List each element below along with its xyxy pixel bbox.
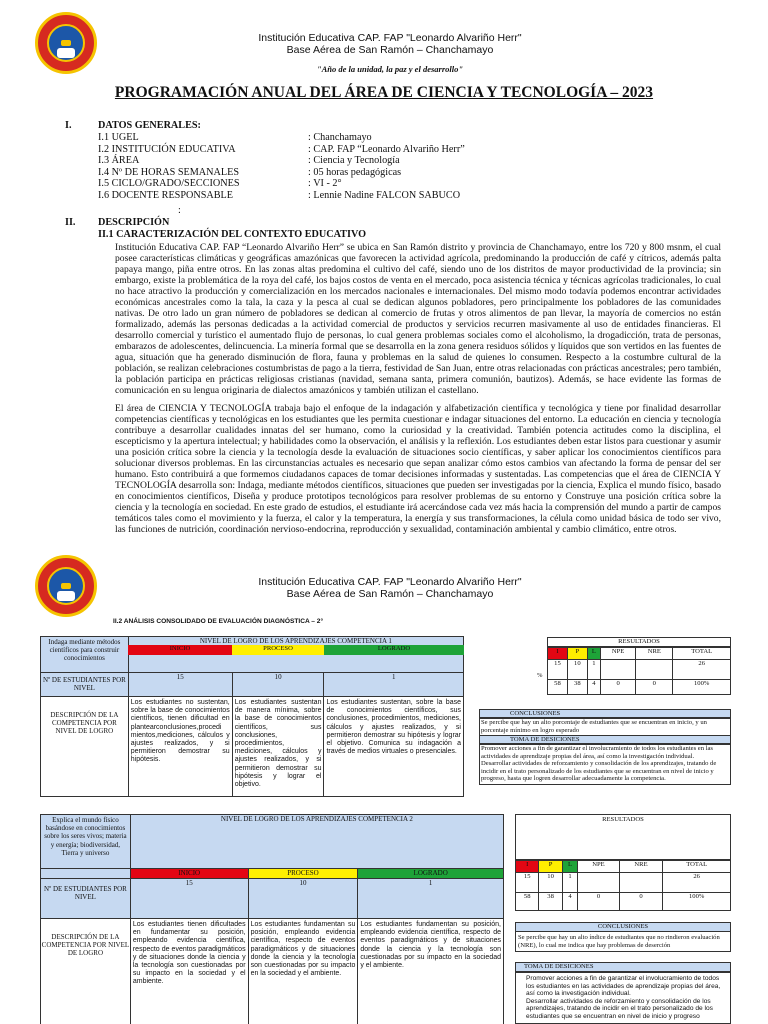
level-proceso-1: PROCESO <box>232 645 324 655</box>
percent-label: % <box>537 672 543 679</box>
conclusions-2-title: CONCLUSIONES <box>515 922 731 932</box>
count-inicio: 15 <box>128 673 232 697</box>
competency-2-table <box>40 814 504 1024</box>
section-2-title: DESCRIPCIÓN <box>98 217 170 228</box>
conclusions-1-text: Se percibe que hay un alto porcentaje de estudiantes que se encuentran en inicio, y un porcentaje mínimo en logro esperado <box>479 717 731 736</box>
col-total-2: TOTAL <box>663 861 731 873</box>
r2-total: 100% <box>673 680 731 695</box>
school-logo-icon-2 <box>35 555 97 617</box>
motto: "Año de la unidad, la paz y el desarrollo" <box>316 64 464 74</box>
r2-p-2: 38 <box>539 893 562 911</box>
level-logrado-1: LOGRADO <box>324 645 464 655</box>
desc-logrado: Los estudiantes sustentan, sobre la base de conocimientos científicos, sus conclusiones, procedimientos, mediciones, cálculos y ajustes realizados, y si permitieron demostrar su hipótesis y lograr el objetivo. Comunica su indagación a través de medios virtuales o presenciales. <box>324 697 464 797</box>
r2-npe-2: 0 <box>578 893 619 911</box>
col-npe-2: NPE <box>578 861 619 873</box>
section-1-title: DATOS GENERALES: <box>98 120 201 131</box>
conclusions-2-text: Se percibe que hay un alto índice de estudiantes que no rindieron evaluación (NRE), lo cual me indica que hay problemas de deserción <box>515 931 731 952</box>
desc-inicio: Los estudiantes no sustentan, sobre la base de conocimientos científicos, tienen dificultad en plantearconclusiones,procedi mientos,mediciones, cálculos y ajustes realizados, y si permitieron demostrar su hipótesis. <box>128 697 232 797</box>
data-key: I.2 INSTITUCIÓN EDUCATIVA <box>98 143 236 155</box>
page-title: PROGRAMACIÓN ANUAL DEL ÁREA DE CIENCIA Y TECNOLOGÍA – 2023 <box>114 84 654 101</box>
r2-npe: 0 <box>600 680 635 695</box>
competency-1-label: Indaga mediante métodos científicos para construir conocimientos <box>41 637 129 673</box>
r1-p-2: 10 <box>539 873 562 893</box>
r1-total-2: 26 <box>663 873 731 893</box>
count-proceso: 10 <box>232 673 324 697</box>
competency-2-label: Explica el mundo físico basándose en conocimientos sobre los seres vivos; materia y energía; biodiversidad, Tierra y universo <box>41 815 131 869</box>
school-location: Base Aérea de San Ramón – Chanchamayo <box>286 44 494 56</box>
data-value: : Chanchamayo <box>308 132 372 143</box>
competency-1-table <box>40 636 464 797</box>
num-students-label: Nº DE ESTUDIANTES POR NIVEL <box>41 673 129 697</box>
col-nre-2: NRE <box>619 861 663 873</box>
col-p-2: P <box>539 861 562 873</box>
competency-1-header: NIVEL DE LOGRO DE LOS APRENDIZAJES COMPETENCIA 1 <box>128 637 463 673</box>
conclusions-1-title: CONCLUSIONES <box>479 709 731 719</box>
num-students-label-2: Nº DE ESTUDIANTES POR NIVEL <box>41 879 131 919</box>
r1-npe-2 <box>578 873 619 893</box>
col-total: TOTAL <box>673 648 731 660</box>
results-2-table <box>515 860 731 911</box>
col-l-2: L <box>562 861 577 873</box>
r1-i-2: 15 <box>516 873 539 893</box>
results-1-table <box>547 647 731 695</box>
r1-nre <box>636 660 673 680</box>
data-value: : CAP. FAP “Leonardo Alvariño Herr” <box>308 143 465 155</box>
decisions-1-title: TOMA DE DESICIONES <box>479 735 731 745</box>
results-1-title: RESULTADOS <box>547 637 731 647</box>
data-value: : Lennie Nadine FALCON SABUCO <box>308 189 461 201</box>
data-value: : Ciencia y Tecnología <box>308 155 400 167</box>
context-paragraph-1: Institución Educativa CAP. FAP “Leonardo Alvariño Herr” se ubica en San Ramón distrito y provincia de Chanchamayo, entre los 720 y 800 msnm, el cual posee características climáticas y geográficas amazónicas que favorecen la actividad agrícola, predominando la producción de café y cítricos, además palta papaya mango, piña entre otros. En las zonas altas predomina el cultivo del café, siendo uno de los distritos de mayor productividad de la provincia; sin embargo, existe la problemática de la roya del café, los bajos costos de venta en el mercado, poca asistencia técnica y técnicas agrícolas tradicionales, lo cual no hace atractivo la producción y comercialización en los mercados nacionales e internacionales. Del mismo modo todavía podemos encontrar actividades económicas ancestrales como la tala, la caza y la pesca al cual se dedican algunos pobladores, pero principalmente los pobladores de las comunidades nativas. De otro lado un gran número de pobladores se dedican al comercio de frutas y otros alimentos de pan llevar, la mayoría de comercios no están formalizado, además las personas dedicadas a la actividad comercial de productos y servicios recurren masivamente al uso de entidades financieras. El desarrollo comercial y turístico el aumentado flujo de personas, lo cual genera problemas sociales como el alcoholismo, la drogadicción, trata de personas, embarazos de adolescentes, delincuencia. La minería formal que se desarrolla en la zona genera residuos sólidos y líquidos que son vertidos en las fuentes de agua, situación que ha generado disminución de flora, fauna y problemas en la salud de quienes lo consumen. Respecto a la costumbre cultural de la población, se realizan celebraciones costumbristas de pago a la tierra, festividad de San Juan, entre otras relacionadas con prácticas ancestrales; pero también, la población participa en prácticas religiosas cristianas (navidad, semana santa, primera comunión, bautizos). Además, se hace evidente las formas de comunicación en su lengua originaria de dialectos amazónicos y también utilizan el castellano. <box>115 242 721 396</box>
count-logrado: 1 <box>324 673 464 697</box>
desc-inicio-2: Los estudiantes tienen dificultades en fundamentar su posición, empleando evidencia científica, respecto de eventos paradigmáticos y de situaciones donde la ciencia y la tecnología son cuestionadas por su impacto en la sociedad y el ambiente. <box>130 919 248 1024</box>
section-2-2-title: II.2 ANÁLISIS CONSOLIDADO DE EVALUACIÓN DIAGNÓSTICA – 2° <box>113 618 324 625</box>
section-1-number: I. <box>65 120 72 131</box>
data-key: I.3 ÁREA <box>98 155 140 167</box>
results-2-title: RESULTADOS <box>515 814 731 860</box>
r2-nre-2: 0 <box>619 893 663 911</box>
col-p: P <box>567 648 587 660</box>
school-name: Institución Educativa CAP. FAP "Leonardo Alvariño Herr" <box>258 32 522 44</box>
col-nre: NRE <box>636 648 673 660</box>
section-2-number: II. <box>65 217 76 228</box>
school-name-2: Institución Educativa CAP. FAP "Leonardo Alvariño Herr" <box>258 576 522 588</box>
r2-total-2: 100% <box>663 893 731 911</box>
data-value: : VI - 2° <box>308 178 342 190</box>
general-data-list <box>98 132 658 202</box>
school-logo-icon <box>35 12 97 74</box>
data-key: I.5 CICLO/GRADO/SECCIONES <box>98 178 240 190</box>
decisions-1-text: Promover acciones a fin de garantizar el involucramiento de todos los estudiantes en las actividades de aprendizaje propias del área, así como la investigación individual. Desarrollar actividades de reforzamiento y consolidación de los aprendizajes, tratando de incidir en el trato personalizado de los estudiantes que se encuentran en nivel de inicio y progreso, hasta que logren desarrollar adecuadamente la competencia. <box>479 743 731 785</box>
r2-nre: 0 <box>636 680 673 695</box>
school-location-2: Base Aérea de San Ramón – Chanchamayo <box>286 588 494 600</box>
r1-l-2: 1 <box>562 873 577 893</box>
count-inicio-2: 15 <box>130 879 248 919</box>
r2-l: 4 <box>587 680 600 695</box>
r2-p: 38 <box>567 680 587 695</box>
competency-2-header: NIVEL DE LOGRO DE LOS APRENDIZAJES COMPETENCIA 2 <box>130 815 503 869</box>
col-l: L <box>587 648 600 660</box>
stray-colon: : <box>178 205 181 216</box>
data-key: I.1 UGEL <box>98 132 139 143</box>
r1-p: 10 <box>567 660 587 680</box>
r1-i: 15 <box>548 660 568 680</box>
decisions-2-text: Promover acciones a fin de garantizar el involucramiento de todos los estudiantes en las actividades de aprendizaje propias del área, así como la investigación individual. Desarrollar actividades de reforzamiento y consolidación de los aprendizajes, tratando de incidir en el trato personalizado de los estudiantes que se encuentran en nivel de inicio y progreso <box>515 972 731 1024</box>
competency-desc-label-2: DESCRIPCIÓN DE LA COMPETENCIA POR NIVEL DE LOGRO <box>41 919 131 1024</box>
level-inicio-1: INICIO <box>128 645 232 655</box>
desc-logrado-2: Los estudiantes fundamentan su posición, empleando evidencia científica, respecto de eventos paradigmáticos y de situaciones donde la ciencia y la tecnología son cuestionadas por su impacto en la sociedad y el ambiente. <box>358 919 504 1024</box>
r2-l-2: 4 <box>562 893 577 911</box>
col-npe: NPE <box>600 648 635 660</box>
data-value: : 05 horas pedagógicas <box>308 166 402 178</box>
data-key: I.4 Nº DE HORAS SEMANALES <box>98 166 239 178</box>
r1-npe <box>600 660 635 680</box>
count-logrado-2: 1 <box>358 879 504 919</box>
decisions-2-title: TOMA DE DESICIONES <box>515 962 731 972</box>
col-i: I <box>548 648 568 660</box>
desc-proceso-2: Los estudiantes fundamentan su posición, empleando evidencia científica, respecto de eventos paradigmáticos y de situaciones donde la ciencia y la tecnología son cuestionadas por su impacto en la sociedad y el ambiente. <box>248 919 358 1024</box>
count-proceso-2: 10 <box>248 879 358 919</box>
r1-l: 1 <box>587 660 600 680</box>
r2-i-2: 58 <box>516 893 539 911</box>
subsection-title: II.1 CARACTERIZACIÓN DEL CONTEXTO EDUCATIVO <box>98 229 367 240</box>
r2-i: 58 <box>548 680 568 695</box>
col-i-2: I <box>516 861 539 873</box>
context-paragraph-2: El área de CIENCIA Y TECNOLOGÍA trabaja bajo el enfoque de la indagación y alfabetización científica y tecnológica y tiene por finalidad desarrollar competencias científicas y tecnológicas en los estudiantes que les permita cuestionar e indagar situaciones del entorno. La educación en ciencia y tecnología contribuye a desarrollar cualidades innatas del ser humano, como la curiosidad y la creatividad. También potencia actitudes como la disciplina, el escepticismo y la apertura intelectual; y habilidades como la observación, el análisis y la reflexión. Los estudiantes deben estar listos para cuestionar y asumir una posición crítica sobre la ciencia y la tecnología desde la evaluación de situaciones socio científicas, y saber aplicar los conocimientos científicos para solucionar diversos problemas. En las circunstancias actuales es necesario que sepan analizar cómo estos cambios van afectando la forma de pensar del ser humano. Esto contribuirá a que formemos ciudadanos capaces de tomar decisiones informadas y sustentadas. Las competencias que el área de CIENCIA Y TECNOLOGÍA desarrolla son: Indaga, mediante métodos científicos, situaciones que pueden ser investigadas por la ciencia, Explica el mundo físico, basado en conocimientos científicos, Diseña y produce prototipos tecnológicos para resolver problemas de su entorno y Construye una posición crítica sobre la ciencia y la tecnología en sociedad. En este grado de estudios, el estudiante irá acercándose cada vez más hacia la comprensión del mundo a partir de campos temáticos tales como el movimiento y la fuerza, el calor y la temperatura, la energía y sus transformaciones, la célula como unidad básica de todo ser vivo, las funciones de nutrición, coordinación nervioso-endocrina, reproducción y sexualidad, contaminación ambiental y cambio climático, entre otros. <box>115 403 721 535</box>
level-logrado-2: LOGRADO <box>358 869 504 879</box>
level-proceso-2: PROCESO <box>248 869 358 879</box>
data-key: I.6 DOCENTE RESPONSABLE <box>98 189 233 201</box>
r1-nre-2 <box>619 873 663 893</box>
competency-desc-label: DESCRIPCIÓN DE LA COMPETENCIA POR NIVEL DE LOGRO <box>41 697 129 797</box>
level-inicio-2: INICIO <box>130 869 248 879</box>
desc-proceso: Los estudiantes sustentan de manera mínima, sobre la base de conocimientos científicos, sus conclusiones, procedimientos, mediciones, cálculos y ajustes realizados, y si permitieron demostrar su hipótesis y lograr el objetivo. <box>232 697 324 797</box>
r1-total: 26 <box>673 660 731 680</box>
